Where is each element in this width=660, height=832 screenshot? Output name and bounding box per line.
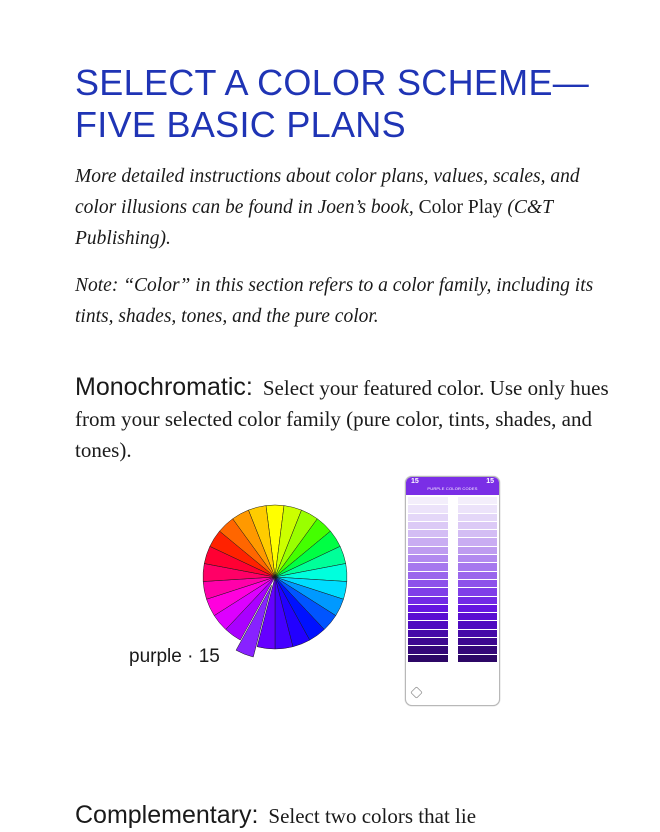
page-title: SELECT A COLOR SCHEME—FIVE BASIC PLANS xyxy=(75,62,590,145)
monochromatic-section xyxy=(75,372,635,466)
swatch-left xyxy=(408,605,448,612)
swatch-divider xyxy=(448,563,458,570)
swatch-row xyxy=(408,547,497,554)
complementary-section xyxy=(75,800,635,832)
swatch-row xyxy=(408,605,497,612)
card-swatches xyxy=(408,497,497,663)
card-number-left: 15 xyxy=(411,478,419,485)
swatch-right xyxy=(458,588,497,595)
swatch-right xyxy=(458,514,497,521)
swatch-row xyxy=(408,530,497,537)
book-title: Color Play xyxy=(418,197,503,218)
swatch-left xyxy=(408,497,448,504)
swatch-left xyxy=(408,538,448,545)
swatch-row xyxy=(408,580,497,587)
swatch-row xyxy=(408,638,497,645)
swatch-left xyxy=(408,580,448,587)
swatch-row xyxy=(408,555,497,562)
swatch-divider xyxy=(448,580,458,587)
swatch-left xyxy=(408,588,448,595)
swatch-left xyxy=(408,621,448,628)
swatch-row xyxy=(408,588,497,595)
complementary-heading: Complementary: xyxy=(75,801,259,829)
swatch-right xyxy=(458,655,497,662)
swatch-right xyxy=(458,630,497,637)
monochromatic-text: Select your featured color. Use only hues from your selected color family (pure color, tints, shades, and tones). xyxy=(75,376,609,462)
monochromatic-heading: Monochromatic: xyxy=(75,373,253,401)
swatch-divider xyxy=(448,514,458,521)
swatch-row xyxy=(408,621,497,628)
swatch-right xyxy=(458,613,497,620)
swatch-right xyxy=(458,497,497,504)
intro-paragraph xyxy=(75,161,615,254)
card-number-right: 15 xyxy=(486,478,494,485)
swatch-right xyxy=(458,563,497,570)
swatch-divider xyxy=(448,597,458,604)
swatch-left xyxy=(408,597,448,604)
swatch-divider xyxy=(448,530,458,537)
swatch-right xyxy=(458,572,497,579)
swatch-row xyxy=(408,572,497,579)
swatch-divider xyxy=(448,522,458,529)
note-paragraph: Note: “Color” in this section refers to a color family, including its tints, shades, tones, and the pure color. xyxy=(75,275,594,327)
swatch-right xyxy=(458,646,497,653)
swatch-row xyxy=(408,538,497,545)
swatch-row xyxy=(408,497,497,504)
swatch-left xyxy=(408,555,448,562)
swatch-divider xyxy=(448,630,458,637)
swatch-row xyxy=(408,655,497,662)
card-header xyxy=(406,477,499,495)
swatch-left xyxy=(408,530,448,537)
swatch-right xyxy=(458,638,497,645)
swatch-divider xyxy=(448,638,458,645)
swatch-left xyxy=(408,638,448,645)
swatch-right xyxy=(458,505,497,512)
swatch-left xyxy=(408,514,448,521)
swatch-left xyxy=(408,563,448,570)
swatch-divider xyxy=(448,572,458,579)
swatch-left xyxy=(408,572,448,579)
swatch-divider xyxy=(448,613,458,620)
swatch-divider xyxy=(448,538,458,545)
intro-publisher: (C&T Publishing). xyxy=(75,197,553,249)
swatch-divider xyxy=(448,605,458,612)
swatch-left xyxy=(408,522,448,529)
swatch-right xyxy=(458,605,497,612)
complementary-text: Select two colors that lie xyxy=(268,804,477,828)
swatch-right xyxy=(458,522,497,529)
color-wheel xyxy=(198,500,358,660)
swatch-row xyxy=(408,630,497,637)
swatch-divider xyxy=(448,588,458,595)
swatch-right xyxy=(458,597,497,604)
swatch-row xyxy=(408,597,497,604)
swatch-divider xyxy=(448,505,458,512)
intro-text: More detailed instructions about color plans, values, scales, and color illusions can be found in Joen’s book, xyxy=(75,166,580,218)
swatch-divider xyxy=(448,547,458,554)
swatch-left xyxy=(408,547,448,554)
swatch-divider xyxy=(448,655,458,662)
swatch-left xyxy=(408,613,448,620)
swatch-right xyxy=(458,538,497,545)
wheel-label: purple · 15 xyxy=(129,646,220,667)
swatch-row xyxy=(408,505,497,512)
swatch-left xyxy=(408,505,448,512)
swatch-row xyxy=(408,613,497,620)
swatch-row xyxy=(408,522,497,529)
swatch-right xyxy=(458,530,497,537)
card-title: PURPLE COLOR CODES xyxy=(427,486,478,491)
swatch-left xyxy=(408,646,448,653)
hexagon-icon xyxy=(410,686,422,698)
purple-color-card xyxy=(405,476,500,706)
swatch-right xyxy=(458,621,497,628)
swatch-right xyxy=(458,547,497,554)
swatch-row xyxy=(408,563,497,570)
swatch-row xyxy=(408,646,497,653)
swatch-right xyxy=(458,555,497,562)
swatch-left xyxy=(408,630,448,637)
swatch-divider xyxy=(448,646,458,653)
swatch-left xyxy=(408,655,448,662)
swatch-right xyxy=(458,580,497,587)
swatch-row xyxy=(408,514,497,521)
swatch-divider xyxy=(448,497,458,504)
swatch-divider xyxy=(448,555,458,562)
swatch-divider xyxy=(448,621,458,628)
